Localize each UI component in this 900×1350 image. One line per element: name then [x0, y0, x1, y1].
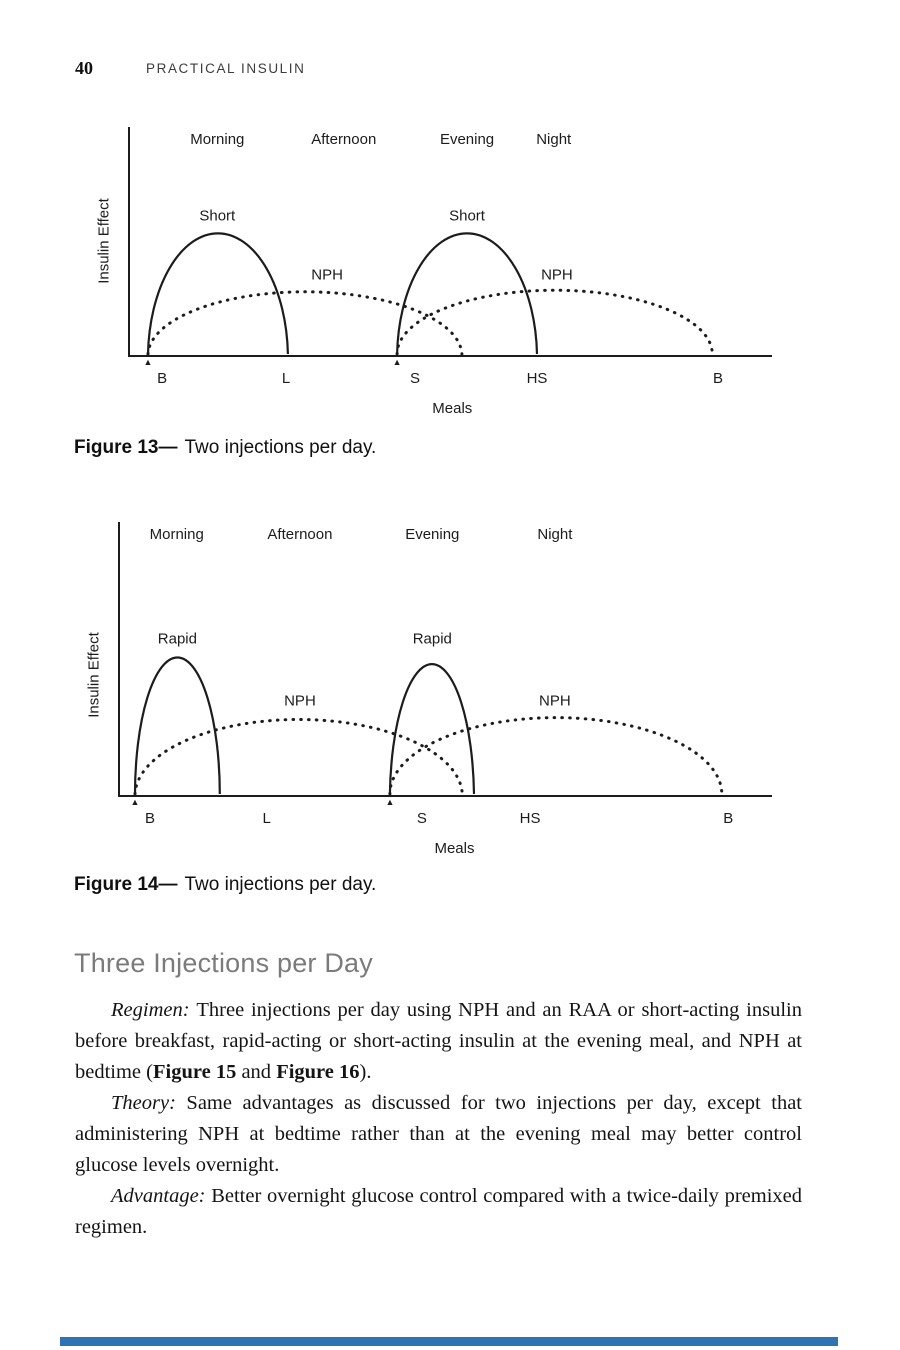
text-segment-normal: ).: [359, 1061, 372, 1083]
curve-name-label: Rapid: [412, 630, 452, 648]
curve-name-label: Rapid: [157, 630, 197, 648]
plot-area: [85, 522, 772, 857]
figure-caption-text: Two injections per day.: [184, 437, 377, 458]
time-of-day-label: Night: [537, 526, 573, 543]
curve-name-label: NPH: [541, 266, 573, 284]
time-of-day-label: Night: [536, 131, 572, 148]
short-insulin-curve: [397, 233, 537, 354]
figure-caption-dash: —: [158, 874, 178, 895]
x-axis-label: Meals: [434, 840, 475, 857]
insulin-effect-curves: [130, 127, 772, 355]
meal-tick-label: HS: [519, 810, 541, 827]
section-heading: Three Injections per Day: [74, 948, 373, 978]
injection-time-arrow-icon: ▲: [392, 357, 402, 367]
injection-time-arrow-icon: ▲: [130, 797, 140, 807]
figure-caption-dash: —: [158, 437, 178, 458]
nph-insulin-curve: [148, 292, 462, 354]
y-axis-label: Insulin Effect: [85, 632, 103, 718]
injection-time-arrow-icon: ▲: [385, 797, 395, 807]
page-number: 40: [75, 58, 93, 78]
y-axis-label: Insulin Effect: [95, 198, 113, 284]
meal-tick-label: L: [262, 810, 271, 827]
meal-tick-label: B: [713, 370, 724, 387]
meal-tick-label: HS: [526, 370, 548, 387]
figure-caption-text: Two injections per day.: [184, 874, 377, 895]
paragraph: [75, 995, 802, 1088]
text-segment-normal: Same advantages as discussed for two injections per day, except that administering NPH at bedtime rather than at the evening meal may better control glucose levels overnight.: [75, 1092, 802, 1176]
curve-name-label: Short: [449, 207, 485, 225]
meal-tick-label: S: [416, 810, 427, 827]
body-text: [75, 995, 802, 1243]
curve-name-label: Short: [199, 207, 236, 225]
time-of-day-label: Evening: [405, 526, 460, 543]
rapid-insulin-curve: [135, 658, 220, 795]
meal-tick-label: L: [281, 370, 291, 387]
nph-insulin-curve: [390, 718, 722, 794]
curve-name-label: NPH: [539, 692, 571, 710]
x-axis-label: Meals: [432, 400, 473, 417]
time-of-day-label: Evening: [439, 131, 495, 148]
text-segment-italic: Advantage:: [111, 1185, 212, 1207]
meal-tick-label: B: [723, 810, 734, 827]
time-of-day-label: Morning: [149, 526, 204, 543]
figure-caption-label: Figure 13: [74, 437, 159, 458]
curve-name-label: NPH: [284, 692, 316, 710]
text-segment-normal: and: [236, 1061, 277, 1083]
time-of-day-label: Afternoon: [267, 526, 333, 543]
time-of-day-label: Morning: [190, 131, 245, 148]
paragraph: [75, 1181, 802, 1243]
meal-tick-label: B: [157, 370, 168, 387]
curve-name-label: NPH: [311, 266, 343, 284]
meal-tick-label: B: [144, 810, 155, 827]
nph-insulin-curve: [397, 290, 712, 354]
text-segment-italic: Theory:: [111, 1092, 187, 1114]
text-segment-normal: Three injections per day using NPH and an RAA or short-acting insulin before breakfast, rapid-acting or short-acting insulin at the evening meal, and NPH at bedtime (: [75, 999, 803, 1083]
rapid-insulin-curve: [390, 664, 474, 794]
plot-area: [95, 127, 772, 417]
meal-tick-label: S: [410, 370, 421, 387]
figure-caption: [74, 437, 376, 459]
text-segment-normal: Better overnight glucose control compared with a twice-daily premixed regimen.: [75, 1185, 802, 1238]
injection-time-arrow-icon: ▲: [143, 357, 153, 367]
figure-caption: [74, 874, 376, 896]
nph-insulin-curve: [135, 719, 462, 794]
running-head-title: PRACTICAL INSULIN: [146, 61, 306, 76]
text-segment-bold: Figure 16: [276, 1061, 360, 1083]
insulin-effect-curves: [120, 522, 772, 795]
paragraph: [75, 1088, 802, 1181]
text-segment-italic: Regimen:: [111, 999, 197, 1021]
time-of-day-label: Afternoon: [311, 131, 377, 148]
figure-caption-label: Figure 14: [74, 874, 159, 895]
text-segment-bold: Figure 15: [153, 1061, 237, 1083]
footer-rule: [60, 1337, 838, 1346]
